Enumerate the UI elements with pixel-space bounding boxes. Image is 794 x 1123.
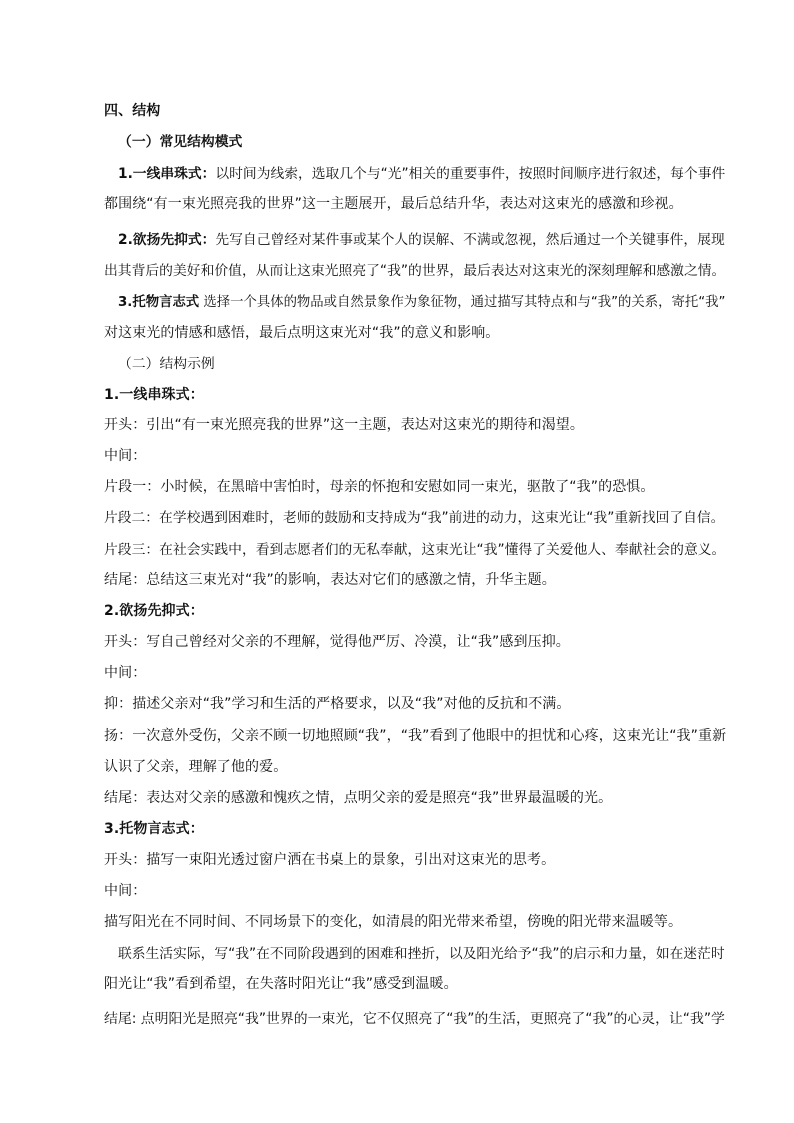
example1-seg1: 片段一：小时候，在黑暗中害怕时，母亲的怀抱和安慰如同一束光，驱散了“我”的恐惧。	[104, 479, 655, 495]
example2-ending: 结尾：表达对父亲的感激和愧疚之情，点明父亲的爱是照亮“我”世界最温暖的光。	[104, 790, 613, 806]
example1-seg2: 片段二：在学校遇到困难时，老师的鼓励和支持成为“我”前进的动力，这束光让“我”重新找回了自信。	[104, 510, 725, 526]
pattern1-line1	[118, 164, 738, 184]
pattern3-label: 3.托物言志式	[118, 295, 200, 310]
example1-seg3: 片段三：在社会实践中，看到志愿者们的无私奉献，这束光让“我”懂得了关爱他人、奉献社会的意义。	[104, 542, 726, 558]
pattern2-line1	[118, 230, 738, 250]
example2-opening: 开头：写自己曾经对父亲的不理解，觉得他严厉、冷漠，让“我”感到压抑。	[104, 634, 570, 650]
example1-title: 1.一线串珠式：	[104, 387, 204, 403]
pattern3-line2: 对这束光的情感和感悟，最后点明这束光对“我”的意义和影响。	[104, 325, 500, 341]
pattern2-line2: 出其背后的美好和价值，从而让这束光照亮了“我”的世界，最后表达对这束光的深刻理解和感激之情。	[104, 263, 726, 279]
example2-praise-line1: 扬：一次意外受伤，父亲不顾一切地照顾“我”，“我”看到了他眼中的担忧和心疼，这束光让“我”重新	[104, 728, 727, 744]
example1-opening: 开头：引出“有一束光照亮我的世界”这一主题，表达对这束光的期待和渴望。	[104, 417, 585, 433]
example1-ending: 结尾：总结这三束光对“我”的影响，表达对它们的感激之情，升华主题。	[104, 572, 556, 588]
example3-ending-line1: 结尾: 点明阳光是照亮“我”世界的一束光，它不仅照亮了“我”的生活，更照亮了“我”的心灵，让“我”学	[104, 1011, 725, 1027]
example2-middle: 中间：	[104, 665, 147, 681]
example3-opening: 开头：描写一束阳光透过窗户洒在书桌上的景象，引出对这束光的思考。	[104, 852, 556, 868]
example3-describe: 描写阳光在不同时间、不同场景下的变化，如清晨的阳光带来希望，傍晚的阳光带来温暖等。	[104, 914, 683, 930]
pattern1-text1: 以时间为线索，选取几个与“光”相关的重要事件，按照时间顺序进行叙述，每个事件	[215, 166, 726, 182]
example3-connect-line2: 阳光让“我”看到希望，在失落时阳光让“我”感受到温暖。	[104, 976, 458, 992]
section2-title: （二）结构示例	[118, 356, 215, 372]
pattern1-line2: 都围绕“有一束光照亮我的世界”这一主题展开，最后总结升华，表达对这束光的感激和珍视。	[104, 196, 683, 212]
example3-connect-line1: 联系生活实际，写“我”在不同阶段遇到的困难和挫折，以及阳光给予“我”的启示和力量，如在迷茫时	[118, 946, 725, 962]
pattern1-label: 1.一线串珠式：	[118, 166, 216, 182]
example2-praise-line2: 认识了父亲，理解了他的爱。	[104, 759, 288, 775]
section-heading: 四、结构	[104, 103, 161, 119]
pattern3-text1: 选择一个具体的物品或自然景象作为象征物，通过描写其特点和与“我”的关系，寄托“我”	[199, 295, 726, 310]
pattern3-line1	[118, 293, 738, 313]
example2-suppress: 抑：描述父亲对“我”学习和生活的严格要求，以及“我”对他的反抗和不满。	[104, 696, 571, 712]
section1-title: （一）常见结构模式	[118, 134, 243, 150]
example3-middle: 中间：	[104, 883, 147, 899]
example2-title: 2.欲扬先抑式：	[104, 603, 204, 619]
pattern2-text1: 先写自己曾经对某件事或某个人的误解、不满或忽视，然后通过一个关键事件，展现	[215, 232, 725, 248]
example1-middle: 中间：	[104, 448, 147, 464]
pattern2-label: 2.欲扬先抑式：	[118, 232, 216, 248]
example3-title: 3.托物言志式：	[104, 821, 204, 837]
